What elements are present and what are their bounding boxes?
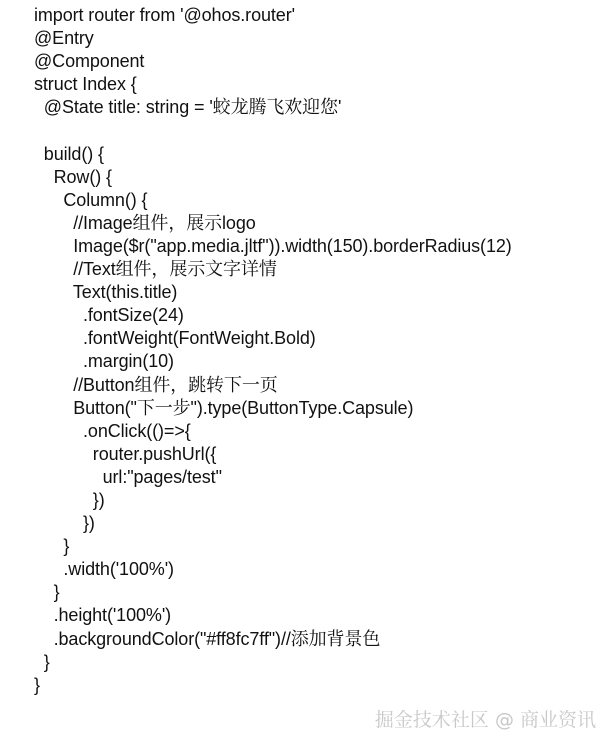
code-line: @State title: string = '蛟龙腾飞欢迎您' [34, 97, 342, 118]
code-block [34, 4, 606, 697]
code-line: } [34, 536, 70, 557]
code-line: Row() { [34, 166, 112, 187]
code-line: //Button组件，跳转下一页 [34, 374, 278, 395]
code-line: struct Index { [34, 74, 137, 95]
code-line: Image($r("app.media.jltf")).width(150).borderRadius(12) [34, 235, 512, 256]
code-line: import router from '@ohos.router' [34, 5, 295, 25]
code-line: .margin(10) [34, 351, 174, 372]
code-line: .height('100%') [34, 605, 172, 626]
code-line: .backgroundColor("#ff8fc7ff")//添加背景色 [34, 628, 381, 649]
code-line: Button("下一步").type(ButtonType.Capsule) [34, 397, 414, 418]
code-line: Text(this.title) [34, 282, 178, 303]
code-line: .width('100%') [34, 559, 174, 580]
code-line: }) [34, 513, 95, 534]
code-line [34, 119, 606, 142]
code-line: url:"pages/test" [34, 466, 222, 487]
code-line: }) [34, 489, 105, 510]
watermark: 掘金技术社区 @ 商业资讯 [374, 709, 596, 731]
code-line: @Entry [34, 28, 94, 49]
code-line: } [34, 651, 50, 672]
code-line: .fontWeight(FontWeight.Bold) [34, 328, 316, 349]
code-line: Column() { [34, 189, 148, 210]
code-line: .fontSize(24) [34, 305, 184, 326]
code-line: //Image组件，展示logo [34, 212, 256, 233]
code-line: build() { [34, 143, 104, 164]
code-line: @Component [34, 51, 145, 72]
code-line: } [34, 582, 60, 603]
code-line: } [34, 674, 40, 695]
code-line: router.pushUrl({ [34, 443, 217, 464]
code-line: //Text组件，展示文字详情 [34, 259, 277, 280]
code-line: .onClick(()=>{ [34, 420, 191, 441]
